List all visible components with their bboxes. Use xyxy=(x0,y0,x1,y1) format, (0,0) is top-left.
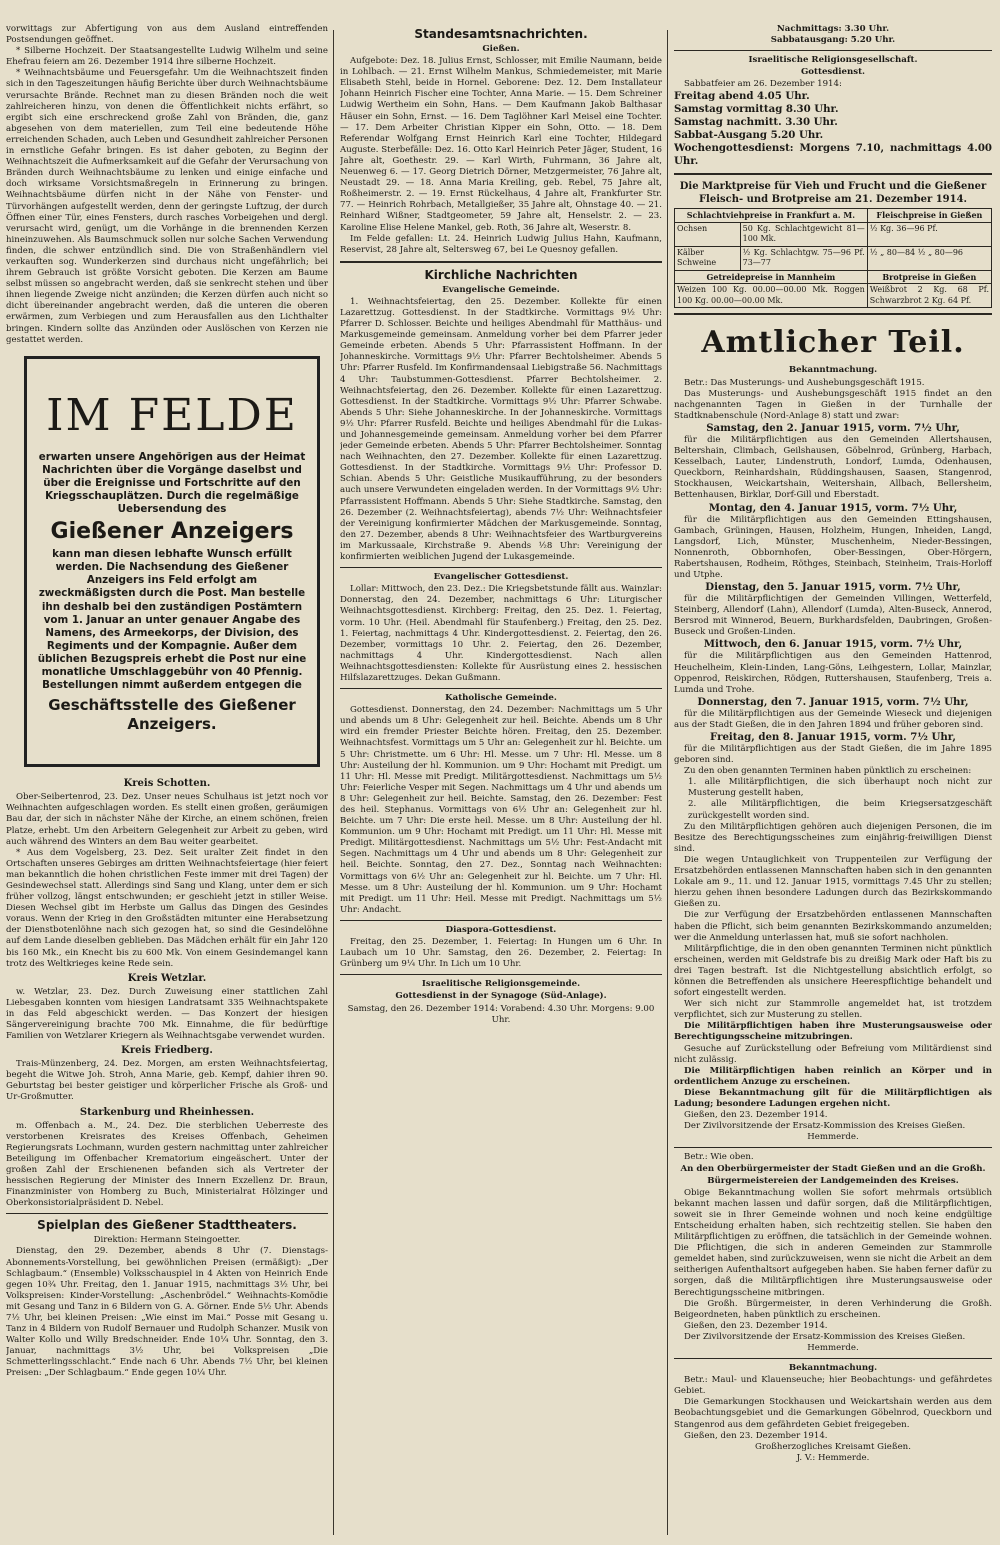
table-cell: Weizen 100 Kg. 00.00—00.00 Mk. Roggen 100 Kg. 00.00—00.00 Mk. xyxy=(675,284,868,308)
ad-body: erwarten unsere Angehörigen aus der Heimat Nachrichten über die Vorgänge daselbst und über die Ereignisse und Fortschritte auf den Kriegsschauplätzen. Durch die regelmäßige Uebersendung des xyxy=(38,450,306,516)
paragraph: Zu den oben genannten Terminen haben pünktlich zu erscheinen: xyxy=(684,766,972,777)
divider xyxy=(674,1147,992,1148)
table-cell: Kälber Schweine xyxy=(675,246,741,270)
paragraph: Wer sich nicht zur Stammrolle angemeldet hat, ist trotzdem verpflichtet, sich zur Musterung zu stellen. xyxy=(674,999,992,1021)
subheading: Gottesdienst in der Synagoge (Süd-Anlage). xyxy=(395,991,607,1002)
paragraph: * Aus dem Vogelsberg, 23. Dez. Seit uralter Zeit findet in den Ortschaften unseres Gebirges am dritten Weihnachtsfeiertage (hier feiert man bekanntlich die hohen christlichen Feste immer mit drei Tagen) der Gesindewechsel statt. Allerdings sind Sang und Klang, unter dem er sich früher vollzog, längst entschwunden; er geschieht jetzt in stiller Weise. Diesen Wechsel gibt im Herbste um Gallus das Dingen des Gesindes voraus. Wenn der Krieg in den Großstädten mitunter eine Herabsetzung der Dienstbotenlöhne nach sich gezogen hat, so sind die Gesindelöhne auf dem Lande dieselben geblieben. Das Mädchen erhält für ein Jahr 120 bis 160 Mk., ein Knecht bis zu 600 Mk. Von einem Gesindemangel kann trotz des Weltkrieges keine Rede sein. xyxy=(6,847,328,969)
section-heading: Kreis Friedberg. xyxy=(121,1045,213,1057)
list-item: 1. alle Militärpflichtigen, die sich überhaupt noch nicht zur Musterung gestellt haben, xyxy=(688,777,992,799)
official-section-title: Amtlicher Teil. xyxy=(701,325,965,361)
signature-office: Großherzogliches Kreisamt Gießen. xyxy=(755,1441,911,1452)
divider xyxy=(340,974,662,975)
subheading: Gießen. xyxy=(482,44,520,54)
paragraph: Gottesdienst. Donnerstag, den 24. Dezember: Nachmittags um 5 Uhr und abends um 8 Uhr: Gelegenheit zur heil. Beichte. Abends um 8 Uhr wird ein fremder Priester Beichte hören. Freitag, den 25. Dezember. Weihnachtsfest. Vormittags um 5 Uhr an: Gelegenheit zur hl. Beichte. um 5 Uhr: Christmette. um 6 Uhr: Hl. Messe. um 7 Uhr: Hl. Messe. um 8 Uhr: Austeilung der hl. Kommunion. um 9 Uhr: Hochamt mit Predigt. um 11 Uhr: Hl. Messe mit Predigt. Militärgottesdienst. Nachmittags um 5½ Uhr: Feierliche Vesper mit Segen. Nachmittags um 4 Uhr und abends um 8 Uhr: Gelegenheit zur heil. Beichte. Samstag, den 26. Dezember: Fest des heil. Stephanus. Vormittags von 6½ Uhr an: Gelegenheit zur hl. Beichte. um 7 Uhr: Die erste heil. Messe. um 8 Uhr: Austeilung der hl. Kommunion. um 9 Uhr: Hochamt mit Predigt. um 11 Uhr: Hl. Messe mit Predigt. Militärgottesdienst. Nachmittags um 5½ Uhr: Fest-Andacht mit Segen. Nachmittags um 4 Uhr und abends um 8 Uhr: Gelegenheit zur heil. Beichte. Sonntag, den 27. Dez., Sonntag nach Weihnachten: Vormittags von 6½ Uhr an: Gelegenheit zur hl. Beichte. um 7 Uhr: Hl. Messe. um 8 Uhr: Austeilung der hl. Kommunion. um 9 Uhr: Hochamt mit Predigt. um 11 Uhr: Heil. Messe mit Predigt. Nachmittags um 5½ Uhr: Andacht. xyxy=(340,705,662,915)
subheading: Bekanntmachung. xyxy=(788,365,878,376)
signature-office: Der Zivilvorsitzende der Ersatz-Kommission des Kreises Gießen. xyxy=(684,1331,966,1342)
divider xyxy=(674,1358,992,1359)
divider xyxy=(340,920,662,921)
date-heading: Samstag, den 2. Januar 1915, vorm. 7½ Uhr, xyxy=(706,421,960,434)
paragraph: Lollar: Mittwoch, den 23. Dez.: Die Kriegsbetstunde fällt aus. Wainzlar: Donnerstag, den 24. Dezember, nachmittags 6 Uhr: Liturgischer Weihnachtsgottesdienst. Kirchberg: Freitag, den 25. Dez. 1. Feiertag, vorm. 10 Uhr. (Heil. Abendmahl für Staufenberg.) Freitag, den 25. Dez. 1. Feiertag, nachmittags 4 Uhr. Kindergottesdienst. 2. Feiertag, den 26. Dezember, vormittags 10 Uhr. 2. Feiertag, den 26. Dezember, nachmittags 4 Uhr. Kindergottesdienst. Nach allen Weihnachtsgottesdiensten: Kollekte für Ausrüstung eines 2. hessischen Hilfslazarettzuges. Dekan Gußmann. xyxy=(340,584,662,683)
section-heading: Die Marktpreise für Vieh und Frucht und die Gießener Fleisch- und Brotpreise am 21. Dezember 1914. xyxy=(679,181,987,206)
paragraph: Trais-Münzenberg, 24. Dez. Morgen, am ersten Weihnachtsfeiertag, begeht die Witwe Joh. Stroh, Anna Marie, geb. Kempf, dahier ihren 90. Geburtstag bei bester geistiger und körperlicher Frische als Groß- und Ur-Großmutter. xyxy=(6,1059,328,1103)
paragraph: Das Musterungs- und Aushebungsgeschäft 1915 findet an den nachgenannten Tagen in Gießen in der Turnhalle der Stadtknabenschule (Nord-Anlage 8) statt und zwar: xyxy=(674,388,992,421)
date-heading: Freitag, den 8. Januar 1915, vorm. 7½ Uhr, xyxy=(710,731,956,743)
paragraph: * Weihnachtsbäume und Feuersgefahr. Um die Weihnachtszeit finden sich in den Tageszeitungen häufig Berichte über durch Weihnachtsbäume verursachte Brände. Rechnet man zu diesen Bränden noch die weit zahlreicheren hinzu, von denen die Öffentlichkeit nichts erfährt, so ergibt sich eine erschreckend große Zahl von Bränden, die, ganz abgesehen von dem materiellen, zum Teil eine bedeutende Höhe erreichenden Schaden, auch Leben und Gesundheit zahlreicher Personen in ernstliche Gefahr bringen. Es ist daher geboten, zu Beginn der Weihnachtszeit die Aufmerksamkeit auf die Gefahr der Verursachung von Bränden durch Weihnachtsbäume zu lenken und einige einfache und doch wirksame Vorsichtsmaßregeln in Erinnerung zu bringen. Weihnachtsbäume dürfen nicht in der Nähe von Fenster- und Türvorhängen aufgestellt werden, denn der geringste Luftzug, der durch Öffnen einer Tür, eines Fensters, durch rasches Vorbeigehen und dergl. verursacht wird, genügt, um die Vorhänge in die brennenden Kerzen hineinzuwehen. Als Baumschmuck sollen nur solche Sachen Verwendung finden, die schwer entzündlich sind. Die von Straßenhändlern viel verkauften sog. Wunderkerzen sind durchaus nicht ungefährlich; bei ihrem Gebrauch ist größte Vorsicht geboten. Die Kerzen am Baume selbst müssen so angebracht werden, daß sie senkrecht stehen und über ihnen liegende Zweige nicht anzünden; die Kerzen dürfen auch nicht so dicht übereinander angebracht werden, daß die unteren die oberen erwärmen, zum Verbiegen und zum Herausfallen aus den Lichthalter bringen. Kindern sollte das Anzünden oder Auslöschen von Kerzen nie gestattet werden. xyxy=(6,68,328,345)
paragraph: für die Militärpflichtigen aus den Gemeinden Allertshausen, Beltershain, Climbach, Geilshausen, Göbelnrod, Grünberg, Harbach, Kesselbach, Lauter, Lindenstruth, Londorf, Lumda, Odenhausen, Queckborn, Reinhardshain, Rüddingshausen, Saasen, Stangenrod, Stockhausen, Weickartshain, Weitershain, Allbach, Bellersheim, Bettenhausen, Birklar, Dorf-Gill und Eberstadt. xyxy=(674,434,992,501)
service-time: Samstag vormittag 8.30 Uhr. xyxy=(674,103,839,116)
signature-office: Der Zivilvorsitzende der Ersatz-Kommission des Kreises Gießen. xyxy=(684,1121,966,1132)
subheading: Israelitische Religionsgesellschaft. xyxy=(748,55,918,66)
paragraph: Die Großh. Bürgermeister, in deren Verhinderung die Großh. Beigeordneten, haben pünktlich zu erscheinen. xyxy=(674,1298,992,1320)
divider xyxy=(674,50,992,51)
advertisement-im-felde xyxy=(24,356,320,768)
table-header: Schlachtviehpreise in Frankfurt a. M. xyxy=(675,209,868,223)
subheading: Katholische Gemeinde. xyxy=(445,693,557,704)
signature-name: J. V.: Hemmerde. xyxy=(796,1452,870,1463)
paragraph: Gesuche auf Zurückstellung oder Befreiung vom Militärdienst sind nicht zulässig. xyxy=(674,1043,992,1065)
ad-title: IM FELDE xyxy=(46,389,298,441)
paragraph: Aufgebote: Dez. 18. Julius Ernst, Schlosser, mit Emilie Naumann, beide in Lohlbach. — 21. Ernst Wilhelm Mankus, Schmiedemeister, mit Marie Elisabeth Stehl, beide in Hornel. Geborene: Dez. 12. Dem Installateur Johann Heinrich Fischer eine Tochter, Anna Marie. — 15. Dem Schreiner Ludwig Wertheim ein Sohn, Hans. — Dem Kaufmann Jakob Balthasar Häuser ein Sohn, Ernst. — 16. Dem Taglöhner Karl Meisel eine Tochter. — 17. Dem Arbeiter Christian Kipper ein Sohn, Otto. — 18. Dem Referendar Wolfgang Ernst Heinrich Karl eine Tochter, Hildegard Auguste. Sterbefälle: Dez. 16. Otto Karl Heinrich Peter Jäger, Student, 16 Jahre alt, Goethestr. 29. — Karl Wirth, Fuhrmann, 36 Jahre alt, Neuenweg 6. — 17. Georg Dietrich Dörner, Metzgermeister, 76 Jahre alt, Neustadt 29. — 18. Anna Maria Kreiling, geb. Rebel, 75 Jahre alt, Roßheimerstr. 2. — 19. Ernst Rückelhaus, 4 Jahre alt, Frankfurter Str. 77. — Heinrich Rohrbach, Metallgießer, 35 Jahre alt, Ohnstage 40. — 21. Reinhard Wißner, Stadtgeometer, 59 Jahre alt, Henselstr. 2. — 23. Karoline Elise Helene Mankel, geb. Roth, 36 Jahre alt, Weserstr. 8. xyxy=(340,56,662,233)
paragraph: Ober-Seibertenrod, 23. Dez. Unser neues Schulhaus ist jetzt noch vor Weihnachten aufgeschlagen worden. Es stellt einen großen, geräumigen Bau dar, der sich in nächster Nähe der Kirche, an einem schönen, freien Platze, erhebt. Um den Arbeitern Gelegenheit zur Arbeit zu geben, wird auch während des Winters an dem Bau weiter gearbeitet. xyxy=(6,792,328,847)
section-heading: Kreis Schotten. xyxy=(123,778,211,790)
paragraph: Im Felde gefallen: Lt. 24. Heinrich Ludwig Julius Hahn, Kaufmann, Reservist, 28 Jahre alt, Seltersweg 67, bei Le Quesnoy gefallen. xyxy=(340,233,662,255)
section-heading: Standesamtsnachrichten. xyxy=(414,27,588,41)
signature-date: Gießen, den 23. Dezember 1914. xyxy=(684,1430,828,1441)
table-header: Getreidepreise in Mannheim xyxy=(675,270,868,284)
table-cell: ½ Kg. 36—96 Pf. xyxy=(867,222,991,246)
divider xyxy=(674,313,992,315)
divider xyxy=(340,567,662,568)
paragraph: Nachmittags: 3.30 Uhr. xyxy=(776,24,890,34)
paragraph: für die Militärpflichtigen aus den Gemeinden Ettingshausen, Gambach, Grüningen, Hausen, Holzheim, Hungen, Inheiden, Langd, Langsdorf, Lich, Münster, Muschenheim, Nieder-Bessingen, Nonnenroth, Obbornhofen, Ober-Bessingen, Ober-Hörgern, Rabertshausen, Rodheim, Röthges, Steinbach, Steinheim, Trais-Horloff und Utphe. xyxy=(674,514,992,580)
paragraph: für die Militärpflichtigen aus der Gemeinde Wieseck und diejenigen aus der Stadt Gießen, die in den Jahren 1894 und früher geboren sind. xyxy=(674,708,992,730)
service-time: Wochengottesdienst: Morgens 7.10, nachmittags 4.00 Uhr. xyxy=(674,142,992,168)
table-cell: Weißbrot 2 Kg. 68 Pf. Schwarzbrot 2 Kg. 64 Pf. xyxy=(867,284,991,308)
service-time: Freitag abend 4.05 Uhr. xyxy=(674,90,810,103)
theater-direction: Direktion: Hermann Steingoetter. xyxy=(93,1235,241,1246)
paragraph: Samstag, den 26. Dezember 1914: Vorabend: 4.30 Uhr. Morgens: 9.00 Uhr. xyxy=(347,1003,655,1025)
paragraph: Die wegen Untauglichkeit von Truppenteilen zur Verfügung der Ersatzbehörden entlassenen Mannschaften haben sich in den genannten Lokale am 9., 11. und 12. Januar 1915, vormittags 7.45 Uhr zu stellen; hierzu gehen ihnen besondere Ladungen durch das Bezirkskommando Gießen zu. xyxy=(674,854,992,910)
date-heading: Donnerstag, den 7. Januar 1915, vorm. 7½ Uhr, xyxy=(697,695,969,708)
subheading: Gottesdienst. xyxy=(800,67,866,78)
paragraph: Die Militärpflichtigen haben reinlich an Körper und in ordentlichem Anzuge zu erscheinen. xyxy=(674,1065,992,1087)
service-time: Samstag nachmitt. 3.30 Uhr. xyxy=(674,116,838,129)
date-heading: Montag, den 4. Januar 1915, vorm. 7½ Uhr, xyxy=(708,501,958,514)
paragraph: Die zur Verfügung der Ersatzbehörden entlassenen Mannschaften haben die Pflicht, sich beim genannten Bezirkskommando anzumelden; wer die Anmeldung unterlassen hat, muß sie sofort nachholen. xyxy=(674,910,992,943)
section-heading: Starkenburg und Rheinhessen. xyxy=(79,1106,255,1118)
ad-body-2: kann man diesen lebhafte Wunsch erfüllt werden. Die Nachsendung des Gießener Anzeigers ins Feld erfolgt am zweckmäßigsten durch die Post. Man bestelle ihn deshalb bei den zuständigen Postämtern vom 1. Januar an unter genauer Angabe des Namens, des Armeekorps, der Division, des Regiments und der Kompagnie. Außer dem üblichen Bezugspreis erhebt die Post nur eine monatliche Umschlaggebühr von 40 Pfennig. Bestellungen nimmt außerdem entgegen die xyxy=(37,548,307,692)
table-header: Brotpreise in Gießen xyxy=(867,270,991,284)
market-price-table xyxy=(674,208,992,308)
paragraph: Die Gemarkungen Stockhausen und Weickartshain werden aus dem Beobachtungsgebiet und die Gemarkungen Göbelnrod, Queckborn und Stangenrod aus dem gefährdeten Gebiet freigegeben. xyxy=(674,1397,992,1430)
table-row xyxy=(675,284,992,308)
subheading: Diaspora-Gottesdienst. xyxy=(445,924,557,935)
column-rule xyxy=(667,30,668,1535)
date-heading: Mittwoch, den 6. Januar 1915, vorm. 7½ Uhr, xyxy=(703,638,963,651)
paragraph: w. Wetzlar, 23. Dez. Durch Zuweisung einer stattlichen Zahl Liebesgaben konnten vom hiesigen Landratsamt 335 Weihnachtspakete in das Feld abgeschickt werden. — Das Konzert der hiesigen Sängervereinigung brachte 700 Mk. Einnahme, die für bedürftige Familien von Wetzlarer Kriegern als Weihnachtsgabe verwendet wurden. xyxy=(6,986,328,1042)
subheading: Evangelische Gemeinde. xyxy=(442,284,560,295)
table-row xyxy=(675,222,992,246)
list-item: 2. alle Militärpflichtigen, die beim Kriegsersatzgeschäft zurückgestellt worden sind. xyxy=(688,799,992,821)
divider xyxy=(674,173,992,175)
signature-date: Gießen, den 23. Dezember 1914. xyxy=(684,1110,828,1121)
paragraph: für die Militärpflichtigen der Gemeinden Villingen, Wetterfeld, Steinberg, Allendorf (Lahn), Allendorf (Lumda), Alten-Buseck, Annerod, Bersrod mit Winnerod, Beuern, Burkhardsfelden, Daubringen, Großen-Buseck und Großen-Linden. xyxy=(674,594,992,638)
divider xyxy=(340,688,662,689)
paragraph: Betr.: Wie oben. xyxy=(684,1152,754,1163)
paragraph: Sabbatfeier am 26. Dezember 1914: xyxy=(684,79,842,90)
paragraph: Obige Bekanntmachung wollen Sie sofort mehrmals ortsüblich bekannt machen lassen und dafür sorgen, daß die Militärpflichtigen, soweit sie in Ihrer Gemeinde wohnen und noch keine endgültige Entscheidung erhalten haben, sich rechtzeitig stellen. Sie haben den Militärpflichtigen zu eröffnen, die tatsächlich in der Gemeinde wohnen. Die Pflichtigen, die sich in anderen Gemeinden zur Stammrolle gemeldet haben, sind zurückzuweisen, wenn sie nicht die Arbeit an dem seitherigen Aufenthaltsort aufgegeben haben. Sie haben ferner dafür zu sorgen, daß die Militärpflichtigen ihre Musterungsausweise oder Berechtigungsscheine mitbringen. xyxy=(674,1187,992,1298)
section-heading: Kreis Wetzlar. xyxy=(127,972,207,984)
section-heading: Kirchliche Nachrichten xyxy=(424,267,578,282)
paragraph: * Silberne Hochzeit. Der Staatsangestellte Ludwig Wilhelm und seine Ehefrau feiern am 26. Dezember 1914 ihre silberne Hochzeit. xyxy=(6,46,328,68)
theater-heading: Spielplan des Gießener Stadttheaters. xyxy=(37,1218,297,1233)
signature-date: Gießen, den 23. Dezember 1914. xyxy=(684,1320,828,1331)
paragraph: Freitag, den 25. Dezember, 1. Feiertag: In Hungen um 6 Uhr. In Laubach um 10 Uhr. Samstag, den 26. Dezember, 2. Feiertag: In Grünberg um 9¼ Uhr. In Lich um 10 Uhr. xyxy=(340,937,662,970)
table-cell: Ochsen xyxy=(675,222,741,246)
subheading: An den Oberbürgermeister der Stadt Gießen und an die Großh. Bürgermeistereien der Landgemeinden des Kreises. xyxy=(680,1164,986,1186)
table-cell: ½ „ 80—84 ½ „ 80—96 xyxy=(867,246,991,270)
column-1 xyxy=(6,24,328,1537)
paragraph: Betr.: Das Musterungs- und Aushebungsgeschäft 1915. xyxy=(684,377,925,388)
paragraph: vorwittags zur Abfertigung von aus dem Ausland eintreffenden Postsendungen geöffnet. xyxy=(6,24,328,46)
theater-program: Dienstag, den 29. Dezember, abends 8 Uhr (7. Dienstags-Abonnements-Vorstellung, bei gewöhnlichen Preisen (ermäßigt): „Der Schlagbaum.“ (Ensemble) Volksschauspiel in 4 Akten von Heinrich Ende gegen 10¾ Uhr. Freitag, den 1. Januar 1915, nachmittags 3½ Uhr, bei Volkspreisen: Kinder-Vorstellung: „Aschenbrödel.“ Weihnachts-Komödie mit Gesang und Tanz in 6 Bildern von G. A. Görner. Ende 5½ Uhr. Abends 7½ Uhr, bei kleinen Preisen: „Wie einst im Mai.“ Posse mit Gesang u. Tanz in 4 Bildern von Rudolf Bernauer und Rudolph Schanzer. Musik von Walter Kollo und Willy Bredschneider. Ende 10¼ Uhr. Sonntag, den 3. Januar, nachmittags 3½ Uhr, bei Volkspreisen „Die Schmetterlingsschlacht.“ Ende nach 6 Uhr. Abends 7½ Uhr, bei kleinen Preisen: „Der Schlagbaum.“ Ende gegen 10¼ Uhr. xyxy=(6,1246,328,1379)
service-time: Sabbat-Ausgang 5.20 Uhr. xyxy=(674,129,824,142)
signature-name: Hemmerde. xyxy=(807,1132,859,1143)
subheading: Israelitische Religionsgemeinde. xyxy=(421,979,581,990)
paragraph: Zu den Militärpflichtigen gehören auch diejenigen Personen, die im Besitze des Berechtigungsscheines zum einjährig-freiwilligen Dienst sind. xyxy=(674,821,992,854)
divider xyxy=(340,261,662,263)
column-rule xyxy=(333,30,334,1535)
table-row xyxy=(675,246,992,270)
paragraph: m. Offenbach a. M., 24. Dez. Die sterblichen Ueberreste des verstorbenen Kreisrates des Kreises Offenbach, Geheimen Regierungsrats Lochmann, wurden gestern nachmittag unter zahlreicher Beteiligung im Offenbacher Krematorium eingeäschert. Unter der großen Zahl der Erschienenen befanden sich als Vertreter der hessischen Regierung der Minister des Innern Exzellenz Dr. Braun, Finanzminister von Homberg zu Buch, Ministerialrat Hölzinger und Oberkonsistorialpräsident D. Nebel. xyxy=(6,1120,328,1209)
paragraph: Betr.: Maul- und Klauenseuche; hier Beobachtungs- und gefährdetes Gebiet. xyxy=(674,1375,992,1397)
subheading: Bekanntmachung. xyxy=(788,1363,878,1374)
subheading: Evangelischer Gottesdienst. xyxy=(433,572,569,583)
paragraph: für die Militärpflichtigen aus der Stadt Gießen, die im Jahre 1895 geboren sind. xyxy=(674,744,992,766)
signature-name: Hemmerde. xyxy=(807,1342,859,1353)
paragraph: Sabbatausgang: 5.20 Uhr. xyxy=(770,35,896,46)
paragraph: Die Militärpflichtigen haben ihre Musterungsausweise oder Berechtigungsscheine mitzubringen. xyxy=(674,1021,992,1043)
ad-newspaper-name: Gießener Anzeigers xyxy=(50,519,294,545)
table-header: Fleischpreise in Gießen xyxy=(867,209,991,223)
table-cell: ½ Kg. Schlachtgw. 75—96 Pf. 73—77 xyxy=(740,246,867,270)
table-cell: 50 Kg. Schlachtgewicht 81—100 Mk. xyxy=(740,222,867,246)
paragraph: 1. Weihnachtsfeiertag, den 25. Dezember. Kollekte für einen Lazarettzug. Gottesdienst. In der Stadtkirche. Vormittags 9½ Uhr: Pfarrer D. Schlosser. Beichte und heiliges Abendmahl für Matthäus- und Markusgemeinde gemeinsam. Anmeldung vorher bei dem Pfarrer jeder Gemeinde erbeten. Abends 5 Uhr: Pfarrassistent Hoffmann. In der Johanneskirche. Vormittags 9½ Uhr: Pfarrer Bechtolsheimer. Abends 5 Uhr: Pfarrer Rusfeld. Im Konfirmandensaal Liebigstraße 56. Nachmittags 4 Uhr: Taubstummen-Gottesdienst. Pfarrer Bechtolsheimer. 2. Weihnachtsfeiertag, den 26. Dezember. Kollekte für einen Lazarettzug. Gottesdienst. In der Stadtkirche. Vormittags 9½ Uhr: Pfarrer Schwabe. Abends 5 Uhr: Siehe Johanneskirche. In der Johanneskirche. Vormittags 9½ Uhr: Pfarrer Rusfeld. Beichte und heiliges Abendmahl für die Lukas- und Johannesgemeinde gemeinsam. Anmeldung vorher bei dem Pfarrer jeder Gemeinde erbeten. Abends 5 Uhr: Pfarrer Bechtolsheimer. Sonntag nach Weihnachten, den 27. Dezember. Kollekte für einen Lazarettzug. Gottesdienst. In der Stadtkirche. Vormittags 9½ Uhr: Professor D. Schian. Abends 5 Uhr: Geistliche Musikaufführung, zu der besonders auch unsere Verwundeten eingeladen werden. In der Vormittags 9½ Uhr: Pfarrassistent Hoffmann. Abends 5 Uhr: Siehe Stadtkirche. Samstag, den 26. Dezember (2. Weihnachtsfeiertag), abends 7½ Uhr: Weihnachtsfeier der Vereinigung konfirmierter Mädchen der Markusgemeinde. Sonntag, den 27. Dezember, abends 8 Uhr: Weihnachtsfeier des Wartburgvereins im Markussaale, Kirchstraße 9. Abends ½8 Uhr: Vereinigung der konfirmierten weiblichen Jugend der Lukasgemeinde. xyxy=(340,296,662,563)
paragraph: Militärpflichtige, die in den oben genannten Terminen nicht pünktlich erscheinen, werden mit Geldstrafe bis zu dreißig Mark oder Haft bis zu drei Tagen bestraft. Ist die Nichtgestellung absichtlich erfolgt, so können die Betreffenden als unsichere Heerespflichtige behandelt und sofort eingestellt werden. xyxy=(674,943,992,999)
column-2 xyxy=(340,24,662,1537)
paragraph: für die Militärpflichtigen aus den Gemeinden Hattenrod, Heuchelheim, Klein-Linden, Lang-Göns, Leihgestern, Lollar, Mainzlar, Oppenrod, Reiskirchen, Rödgen, Ruttershausen, Staufenberg, Treis a. Lumda und Trohe. xyxy=(674,651,992,695)
ad-closing: Geschäftsstelle des Gießener Anzeigers. xyxy=(48,696,296,734)
date-heading: Dienstag, den 5. Januar 1915, vorm. 7½ Uhr, xyxy=(705,581,961,594)
paragraph: Diese Bekanntmachung gilt für die Militärpflichtigen als Ladung; besondere Ladungen ergehen nicht. xyxy=(674,1087,992,1109)
divider xyxy=(6,1213,328,1214)
column-3 xyxy=(674,24,992,1537)
